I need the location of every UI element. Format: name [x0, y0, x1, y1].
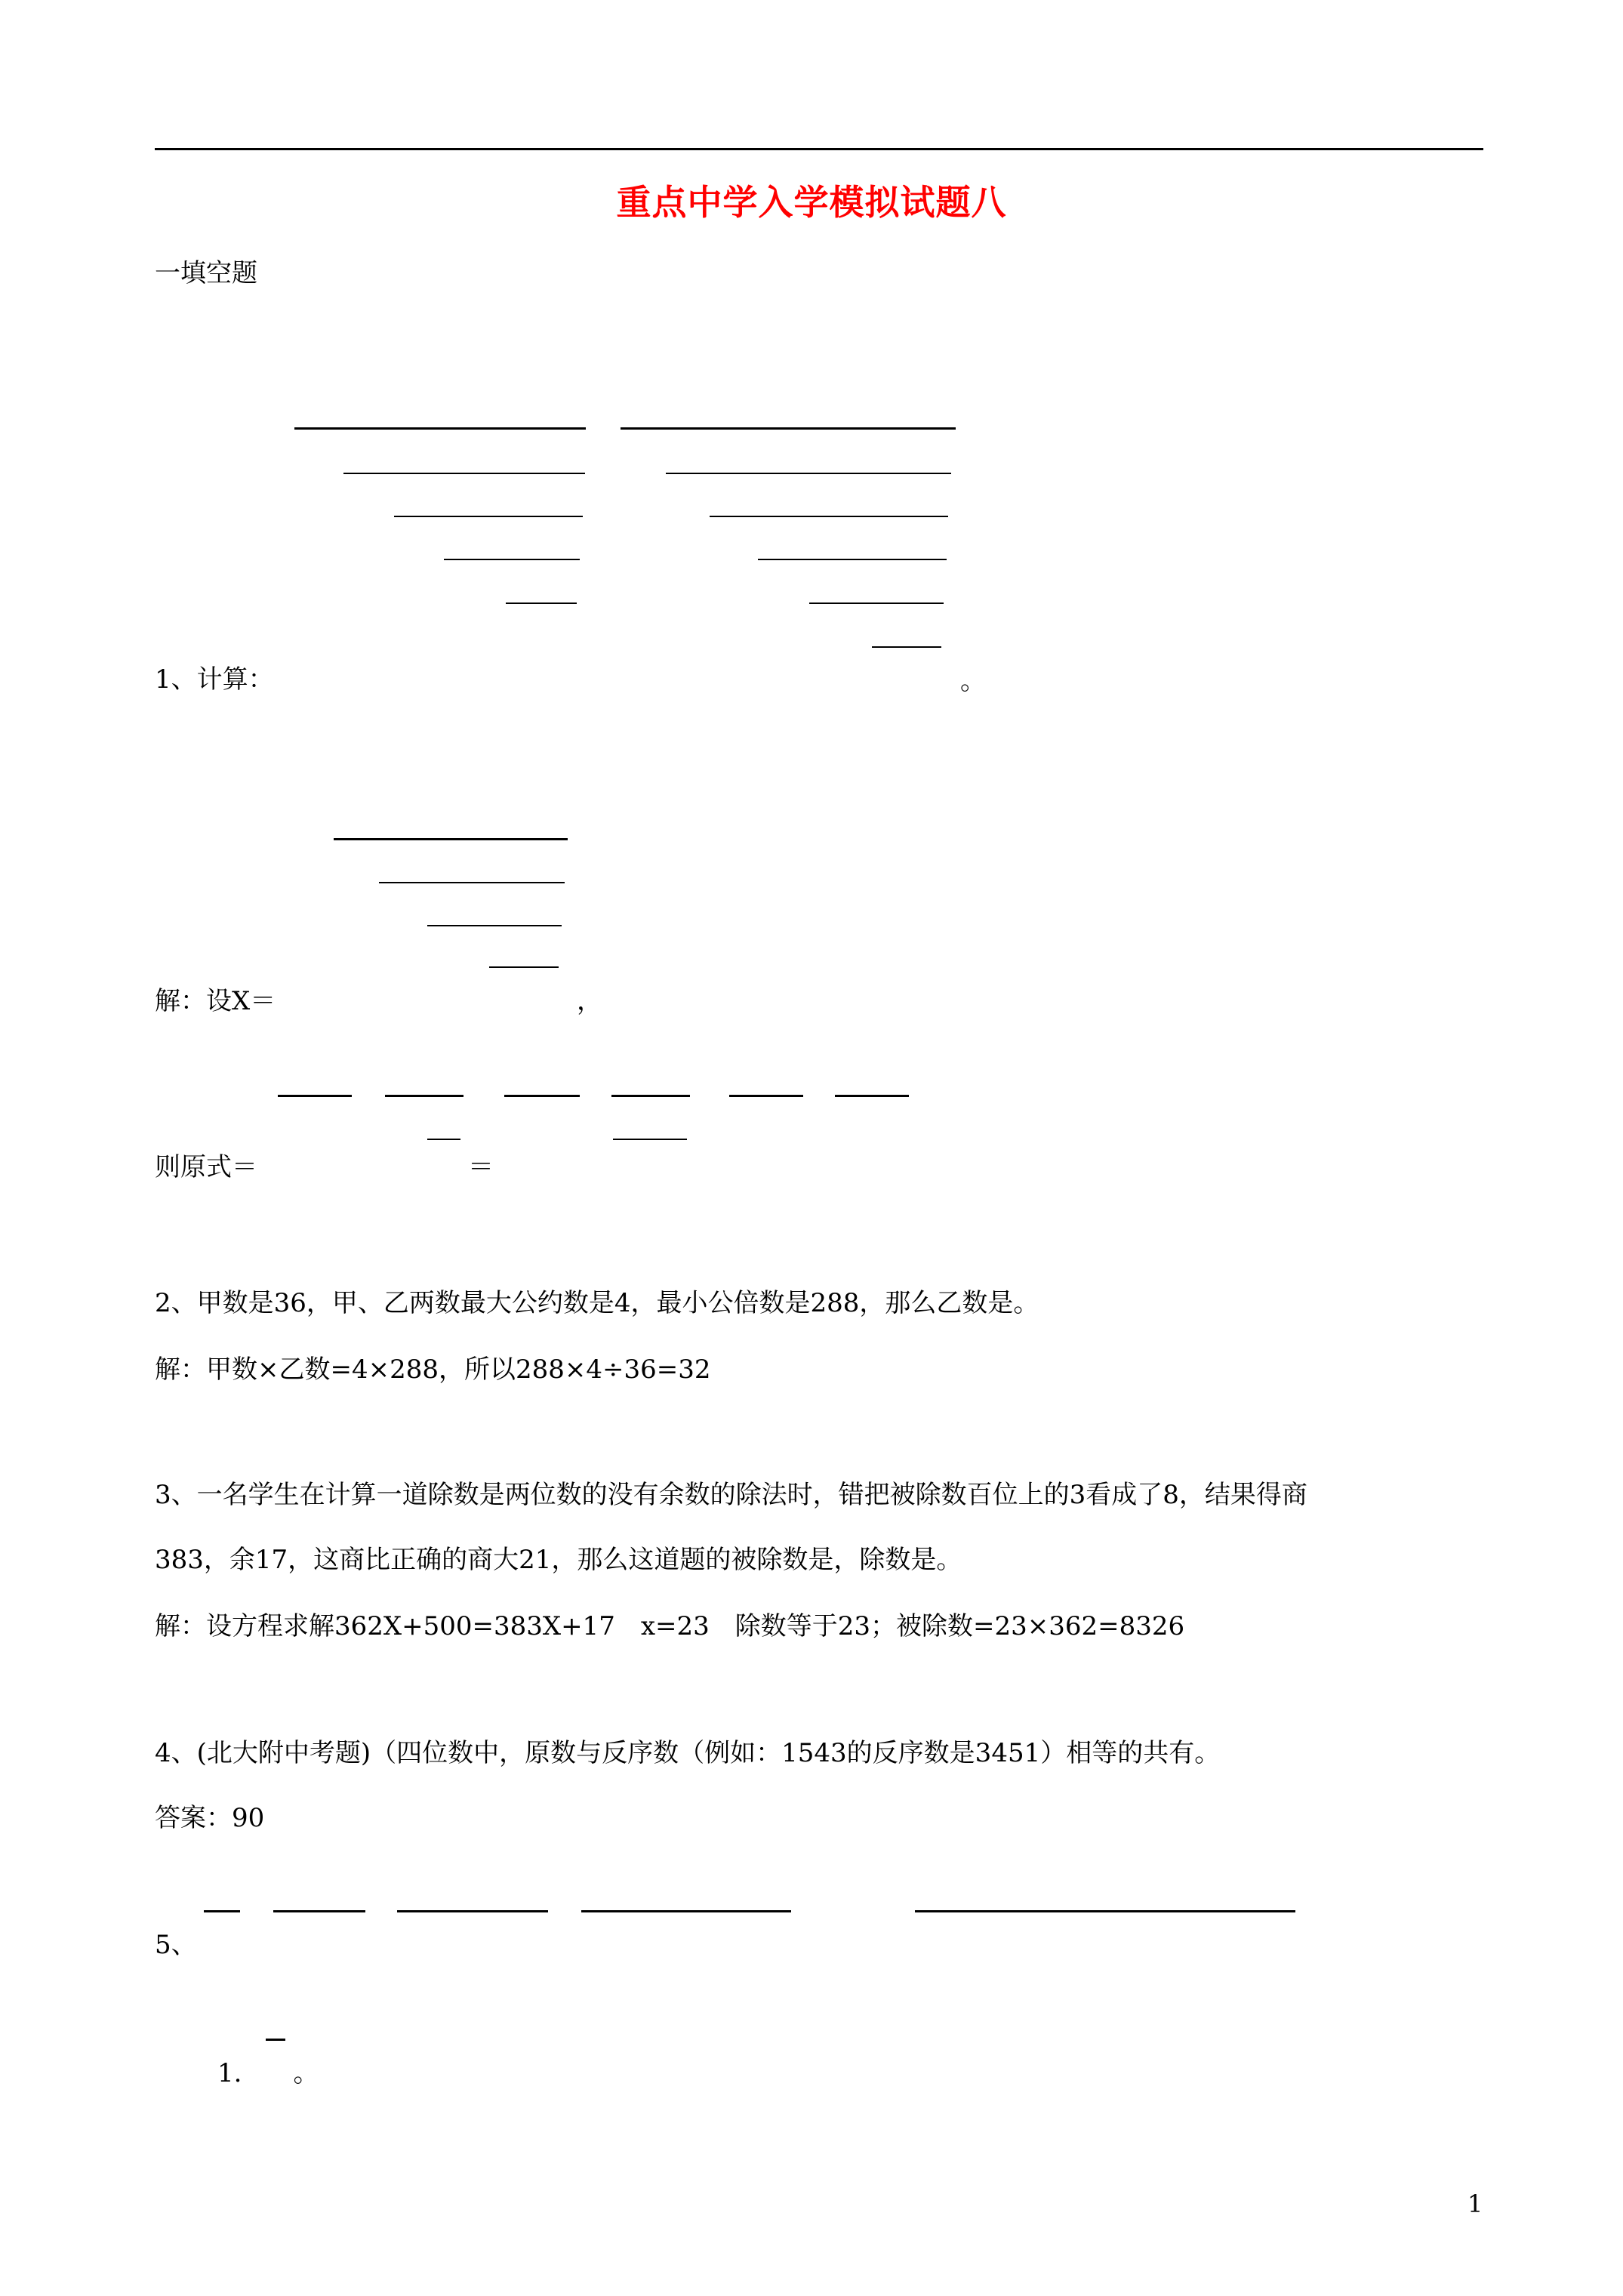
q3-solution: 解：设方程求解362X+500=383X+17 x=23 除数等于23；被除数=23×362=8326 — [155, 1611, 1185, 1641]
page-title: 重点中学入学模拟试题八 — [616, 182, 1007, 223]
page-number: 1 — [1467, 2190, 1483, 2218]
q1-result-label: 则原式＝ — [155, 1152, 257, 1182]
q1-solution-comma: ， — [577, 986, 602, 1016]
q5-label: 5、 — [155, 1930, 197, 1960]
q3-question-line1: 3、一名学生在计算一道除数是两位数的没有余数的除法时，错把被除数百位上的3看成了8，结果得商 — [155, 1480, 1307, 1510]
q4-answer: 答案：90 — [155, 1803, 265, 1833]
q1-result-equals: ＝ — [468, 1152, 494, 1182]
q4-question: 4、(北大附中考题)（四位数中，原数与反序数（例如：1543的反序数是3451）相等的共有。 — [155, 1738, 1221, 1768]
q3-question-line2: 383，余17，这商比正确的商大21，那么这道题的被除数是，除数是。 — [155, 1545, 962, 1575]
header-rule — [155, 148, 1483, 150]
q5-item: 1. 。 — [217, 2058, 319, 2088]
section-heading: 一填空题 — [155, 258, 257, 288]
q2-solution: 解：甲数×乙数=4×288，所以288×4÷36=32 — [155, 1354, 711, 1385]
q2-question: 2、甲数是36，甲、乙两数最大公约数是4，最小公倍数是288，那么乙数是。 — [155, 1288, 1039, 1318]
q1-solution-label: 解：设X＝ — [155, 986, 276, 1016]
q1-label: 1、计算： — [155, 664, 274, 695]
q1-end-mark: 。 — [960, 666, 986, 696]
